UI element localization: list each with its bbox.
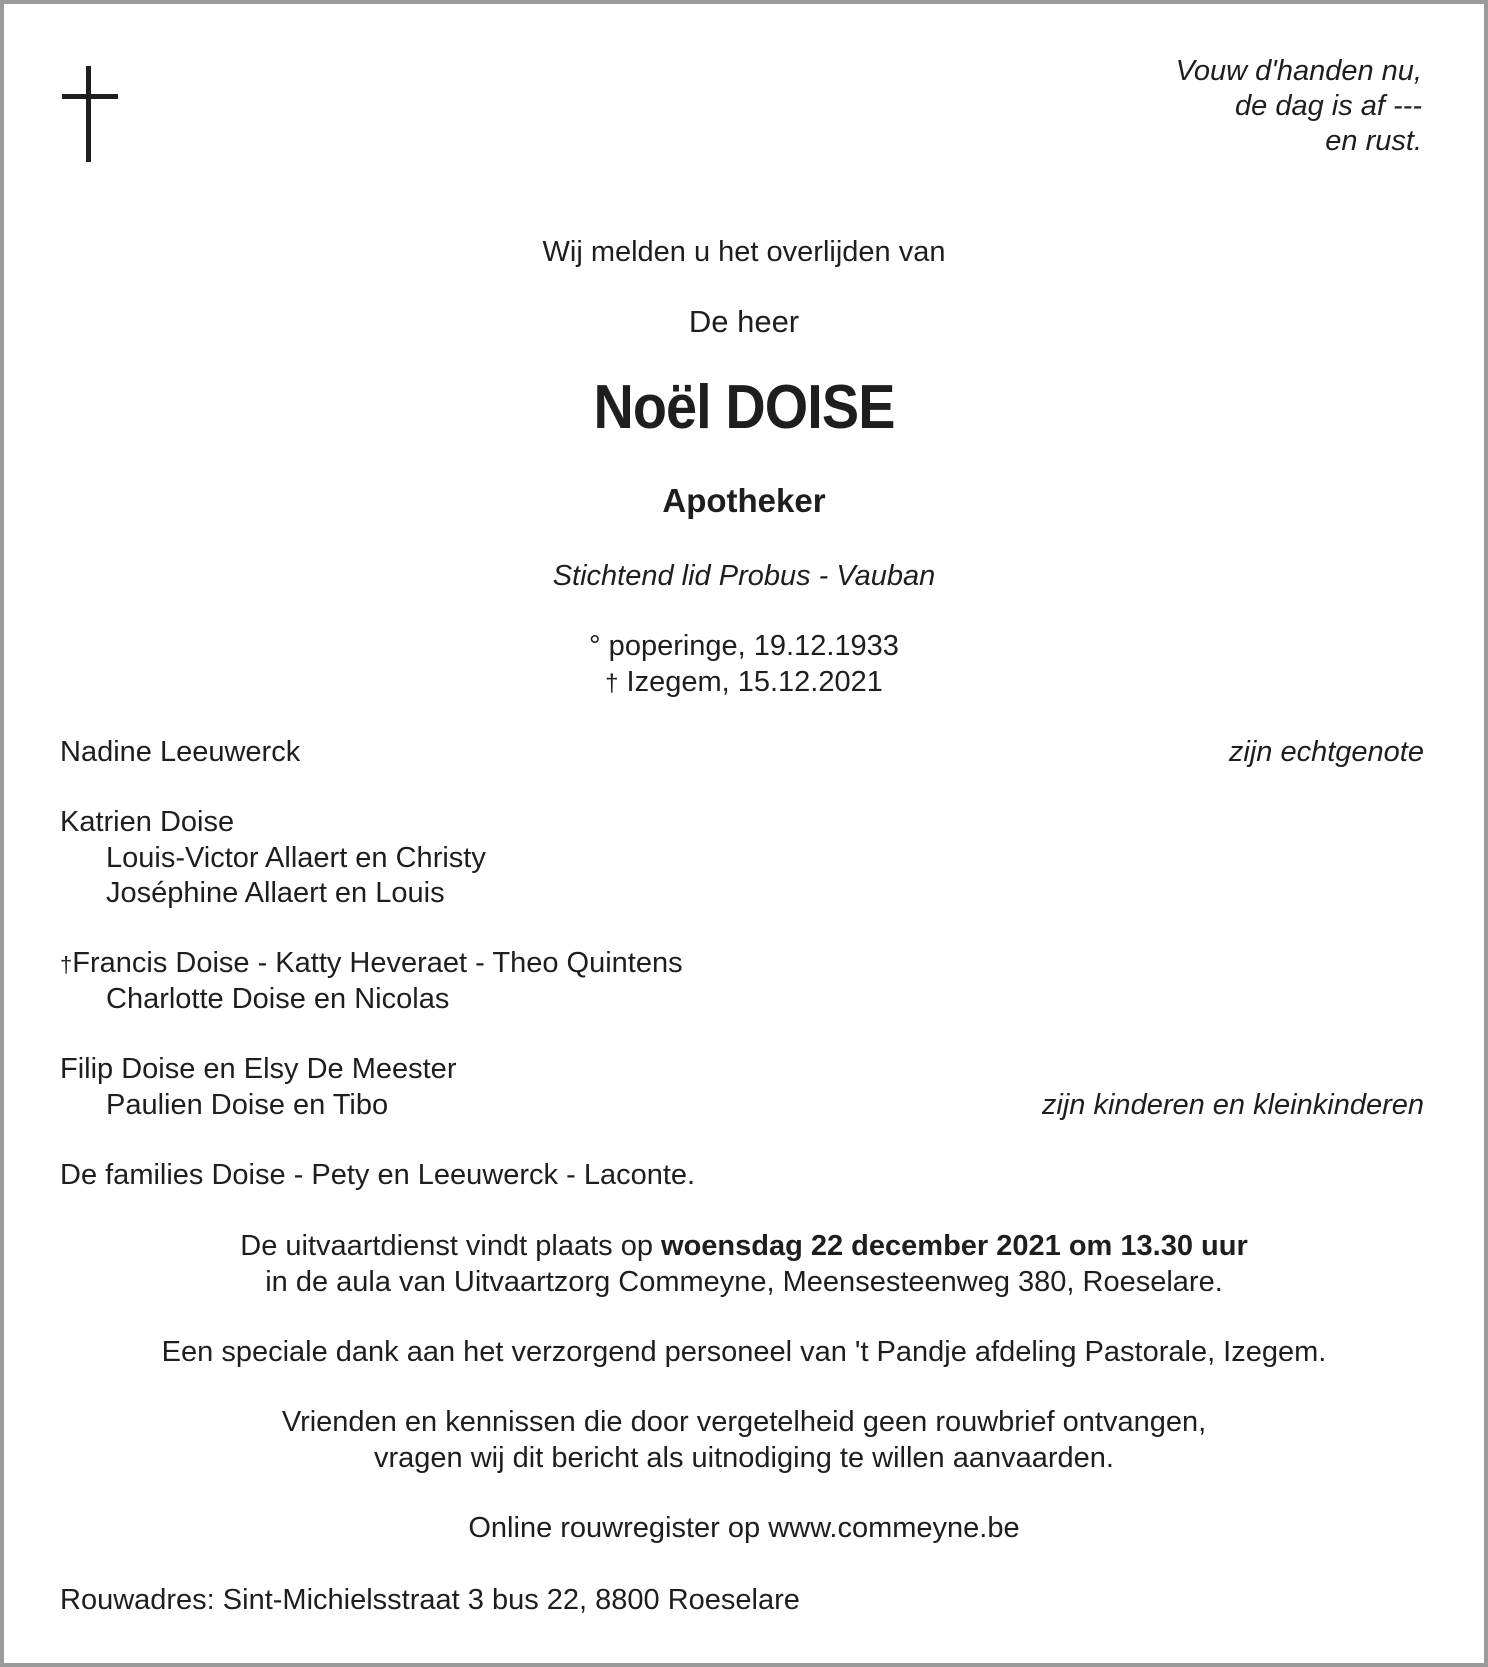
grandchild-1a: Louis-Victor Allaert en Christy xyxy=(106,842,486,874)
deceased-name: Noël DOISE xyxy=(593,373,895,442)
cross-icon xyxy=(62,66,118,162)
service-prefix: De uitvaartdienst vindt plaats op xyxy=(240,1230,662,1262)
deceased-name-wrap xyxy=(4,372,1484,443)
poem-line: Vouw d'handen nu, xyxy=(1175,55,1422,87)
death-cross-icon: † xyxy=(605,670,619,697)
thanks-text: Een speciale dank aan het verzorgend personeel van 't Pandje afdeling Pastorale, Izegem. xyxy=(161,1336,1327,1368)
service-line-1 xyxy=(4,1228,1484,1264)
child-2-text: Francis Doise - Katty Heveraet - Theo Quintens xyxy=(72,947,683,979)
grandchild-3-row xyxy=(60,1087,1424,1123)
title-text: De heer xyxy=(688,304,800,339)
spouse-row xyxy=(60,734,1424,770)
intro-text: Wij melden u het overlijden van xyxy=(542,236,946,268)
birth-date: ° poperinge, 19.12.1933 xyxy=(589,630,899,662)
membership: Stichtend lid Probus - Vauban xyxy=(552,560,936,592)
profession: Apotheker xyxy=(662,482,826,519)
child-2 xyxy=(60,945,1424,983)
grandchild-1b: Joséphine Allaert en Louis xyxy=(106,877,445,909)
poem-line: en rust. xyxy=(1325,125,1422,157)
online-register: Online rouwregister op www.commeyne.be xyxy=(468,1512,1020,1544)
service-line-2: in de aula van Uitvaartzorg Commeyne, Meensesteenweg 380, Roeselare. xyxy=(265,1266,1223,1298)
families: De families Doise - Pety en Leeuwerck - Laconte. xyxy=(60,1159,696,1191)
friends-line-2: vragen wij dit bericht als uitnodiging te willen aanvaarden. xyxy=(374,1442,1114,1474)
spouse-role: zijn echtgenote xyxy=(1228,736,1424,768)
friends-line-1: Vrienden en kennissen die door vergetelheid geen rouwbrief ontvangen, xyxy=(281,1406,1207,1438)
poem xyxy=(1176,54,1422,159)
child-3: Filip Doise en Elsy De Meester xyxy=(60,1053,457,1085)
grandchild-2a: Charlotte Doise en Nicolas xyxy=(106,983,450,1015)
death-date-text: Izegem, 15.12.2021 xyxy=(618,666,883,698)
death-date xyxy=(4,664,1484,702)
children-role: zijn kinderen en kleinkinderen xyxy=(1041,1089,1424,1121)
poem-line: de dag is af --- xyxy=(1235,90,1422,122)
deceased-child-cross-icon: † xyxy=(60,952,73,977)
spouse-name: Nadine Leeuwerck xyxy=(60,736,301,768)
service-datetime: woensdag 22 december 2021 om 13.30 uur xyxy=(661,1230,1248,1262)
grandchild-3a: Paulien Doise en Tibo xyxy=(106,1089,389,1121)
child-1: Katrien Doise xyxy=(60,806,235,838)
mourning-address: Rouwadres: Sint-Michielsstraat 3 bus 22, 8800 Roeselare xyxy=(60,1584,800,1616)
